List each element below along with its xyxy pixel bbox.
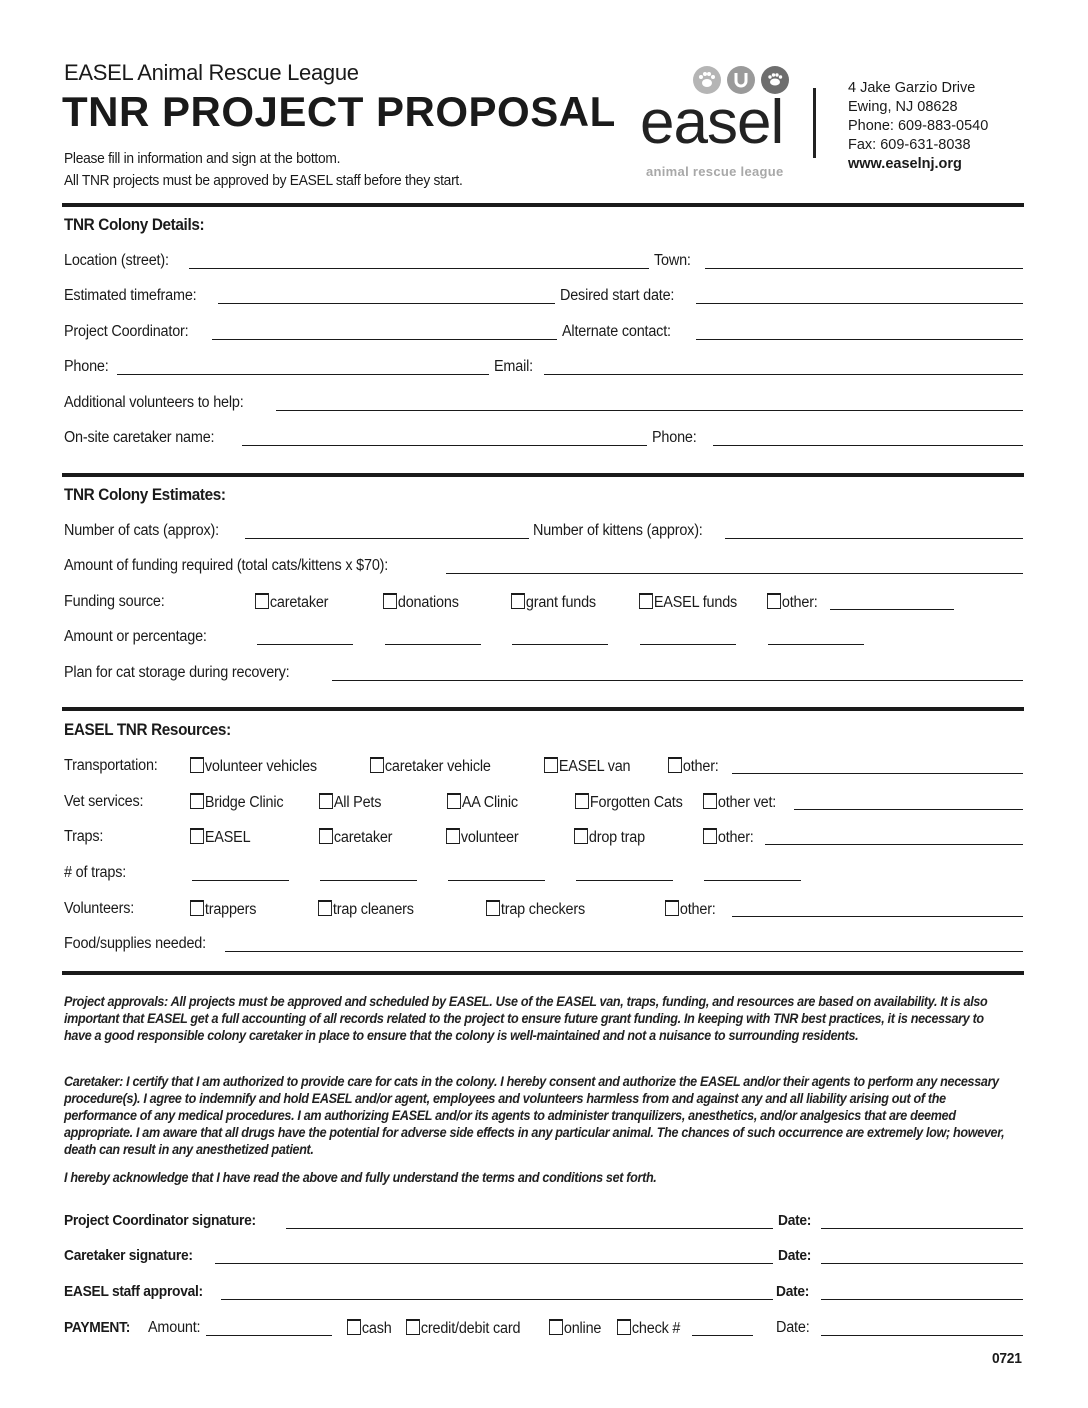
alternate-contact-field[interactable] <box>696 339 1023 340</box>
checkbox-icon[interactable] <box>383 593 397 609</box>
vet-aa-checkbox[interactable] <box>447 793 518 812</box>
checkbox-icon[interactable] <box>767 593 781 609</box>
approvals-label: Project approvals: <box>64 994 168 1009</box>
trap-other-field[interactable] <box>765 844 1023 845</box>
coordinator-field[interactable] <box>212 339 557 340</box>
option-label: EASEL <box>204 829 251 846</box>
funding-required-label: Amount of funding required (total cats/kittens x $70): <box>64 557 389 574</box>
amount-label: Amount: <box>148 1319 201 1336</box>
vol-other-checkbox[interactable] <box>665 900 716 919</box>
checkbox-icon[interactable] <box>639 593 653 609</box>
checkbox-icon[interactable] <box>544 757 558 773</box>
option-label: AA Clinic <box>461 794 518 811</box>
caretaker-signature-label: Caretaker signature: <box>64 1247 193 1264</box>
logo-wordmark: easel <box>640 88 784 157</box>
vet-allpets-checkbox[interactable] <box>319 793 381 812</box>
amount-easel-field[interactable] <box>640 644 736 645</box>
form-code: 0721 <box>992 1350 1022 1367</box>
checkbox-icon[interactable] <box>549 1319 563 1335</box>
payment-label: PAYMENT: <box>64 1319 131 1336</box>
option-label: EASEL van <box>558 758 631 775</box>
vet-other-checkbox[interactable] <box>703 793 776 812</box>
num-traps-volunteer-field[interactable] <box>448 880 545 881</box>
checkbox-icon[interactable] <box>511 593 525 609</box>
trap-volunteer-checkbox[interactable] <box>446 828 519 847</box>
caretaker-label: Caretaker: <box>64 1074 123 1089</box>
volunteers-label: Additional volunteers to help: <box>64 394 244 411</box>
address-line-2: Ewing, NJ 08628 <box>848 99 958 115</box>
payment-amount-field[interactable] <box>206 1335 332 1336</box>
section-heading-colony-details: TNR Colony Details: <box>64 215 205 234</box>
funding-required-field[interactable] <box>446 573 1023 574</box>
checkbox-icon[interactable] <box>190 793 204 809</box>
num-cats-field[interactable] <box>245 538 529 539</box>
checkbox-icon[interactable] <box>703 828 717 844</box>
option-label: drop trap <box>588 829 645 846</box>
option-label: caretaker vehicle <box>384 758 491 775</box>
storage-plan-label: Plan for cat storage during recovery: <box>64 664 290 681</box>
traps-label: Traps: <box>64 828 104 845</box>
town-label: Town: <box>654 252 691 269</box>
pay-check-checkbox[interactable] <box>617 1319 680 1338</box>
vol-checkers-checkbox[interactable] <box>486 900 585 919</box>
option-label: online <box>563 1320 602 1337</box>
num-traps-drop-field[interactable] <box>576 880 673 881</box>
coordinator-label: Project Coordinator: <box>64 323 189 340</box>
checkbox-icon[interactable] <box>447 793 461 809</box>
pay-card-checkbox[interactable] <box>406 1319 520 1338</box>
option-label: trap checkers <box>500 901 586 918</box>
logo-bar <box>813 88 816 158</box>
checkbox-icon[interactable] <box>347 1319 361 1335</box>
email-field[interactable] <box>544 374 1023 375</box>
checkbox-icon[interactable] <box>406 1319 420 1335</box>
option-label: Bridge Clinic <box>204 794 284 811</box>
alternate-contact-label: Alternate contact: <box>562 323 671 340</box>
num-kittens-label: Number of kittens (approx): <box>533 522 703 539</box>
staff-date-field[interactable] <box>821 1299 1023 1300</box>
storage-plan-field[interactable] <box>332 680 1023 681</box>
email-label: Email: <box>494 358 533 375</box>
option-label: other: <box>717 829 754 846</box>
section-divider <box>62 971 1024 975</box>
option-label: other vet: <box>717 794 777 811</box>
num-cats-label: Number of cats (approx): <box>64 522 219 539</box>
page-title: TNR PROJECT PROPOSAL <box>62 88 616 135</box>
contact-website[interactable]: www.easelnj.org <box>848 156 962 172</box>
coordinator-signature-label: Project Coordinator signature: <box>64 1212 256 1229</box>
option-label: caretaker <box>269 594 329 611</box>
checkbox-icon[interactable] <box>446 828 460 844</box>
trap-caretaker-checkbox[interactable] <box>319 828 392 847</box>
checkbox-icon[interactable] <box>190 900 204 916</box>
vet-label: Vet services: <box>64 793 144 810</box>
option-label: grant funds <box>525 594 596 611</box>
org-name: EASEL Animal Rescue League <box>64 60 359 85</box>
funding-easel-checkbox[interactable] <box>639 593 737 612</box>
vol-trappers-checkbox[interactable] <box>190 900 256 919</box>
caretaker-signature-field[interactable] <box>215 1263 773 1264</box>
contact-block <box>848 79 988 174</box>
checkbox-icon[interactable] <box>255 593 269 609</box>
amount-grant-field[interactable] <box>512 644 608 645</box>
section-divider <box>62 203 1024 207</box>
checkbox-icon[interactable] <box>319 793 333 809</box>
location-field[interactable] <box>189 268 649 269</box>
num-traps-caretaker-field[interactable] <box>320 880 417 881</box>
num-traps-other-field[interactable] <box>704 880 801 881</box>
option-label: trap cleaners <box>332 901 414 918</box>
caretaker-name-field[interactable] <box>242 445 647 446</box>
pay-online-checkbox[interactable] <box>549 1319 601 1338</box>
option-label: cash <box>361 1320 392 1337</box>
approvals-text: All projects must be approved and scheduled by EASEL. Use of the EASEL van, traps, funding, and resources are based on availability. It is also important that EASEL get a full accounting of all records related to the project to ensure future grant funding. In keeping with TNR best practices, it is necessary to have a good responsible colony caretaker in place to ensure that the colony is well-maintained and not a nuisance to surrounding residents. <box>64 994 988 1043</box>
funding-grant-checkbox[interactable] <box>511 593 596 612</box>
food-field[interactable] <box>225 951 1023 952</box>
section-heading-colony-estimates: TNR Colony Estimates: <box>64 485 226 504</box>
funding-source-label: Funding source: <box>64 593 165 610</box>
transport-other-checkbox[interactable] <box>668 757 719 776</box>
approvals-paragraph <box>64 993 1013 1044</box>
check-number-field[interactable] <box>692 1335 753 1336</box>
section-heading-resources: EASEL TNR Resources: <box>64 720 231 739</box>
pay-cash-checkbox[interactable] <box>347 1319 392 1338</box>
checkbox-icon[interactable] <box>617 1319 631 1335</box>
coordinator-signature-field[interactable] <box>286 1228 773 1229</box>
coordinator-date-field[interactable] <box>821 1228 1023 1229</box>
instruction-line-2: All TNR projects must be approved by EASEL staff before they start. <box>64 172 463 189</box>
date-label: Date: <box>776 1319 810 1336</box>
transport-volunteer-checkbox[interactable] <box>190 757 317 776</box>
caretaker-phone-field[interactable] <box>713 445 1023 446</box>
phone-label: Phone: <box>64 358 109 375</box>
option-label: check # <box>631 1320 681 1337</box>
option-label: volunteer <box>460 829 519 846</box>
trap-other-checkbox[interactable] <box>703 828 754 847</box>
transport-caretaker-checkbox[interactable] <box>370 757 491 776</box>
amount-donations-field[interactable] <box>385 644 481 645</box>
funding-other-field[interactable] <box>830 609 954 610</box>
phone-field[interactable] <box>117 374 489 375</box>
caretaker-name-label: On-site caretaker name: <box>64 429 215 446</box>
checkbox-icon[interactable] <box>703 793 717 809</box>
option-label: other: <box>682 758 719 775</box>
checkbox-icon[interactable] <box>668 757 682 773</box>
transport-other-field[interactable] <box>732 773 1023 774</box>
option-label: trappers <box>204 901 257 918</box>
logo-tagline: animal rescue league <box>646 164 784 179</box>
num-traps-label: # of traps: <box>64 864 127 881</box>
num-traps-easel-field[interactable] <box>192 880 289 881</box>
vol-other-field[interactable] <box>732 916 1023 917</box>
option-label: Forgotten Cats <box>589 794 683 811</box>
date-label: Date: <box>778 1247 812 1264</box>
checkbox-icon[interactable] <box>575 793 589 809</box>
acknowledge-text: I hereby acknowledge that I have read the above and fully understand the terms and conditions set forth. <box>64 1170 657 1185</box>
location-label: Location (street): <box>64 252 169 269</box>
section-divider <box>62 473 1024 477</box>
start-date-label: Desired start date: <box>560 287 675 304</box>
checkbox-icon[interactable] <box>190 757 204 773</box>
caretaker-date-field[interactable] <box>821 1263 1023 1264</box>
start-date-field[interactable] <box>696 303 1023 304</box>
vet-forgotten-checkbox[interactable] <box>575 793 683 812</box>
amount-caretaker-field[interactable] <box>257 644 353 645</box>
vet-bridge-checkbox[interactable] <box>190 793 283 812</box>
vet-other-field[interactable] <box>794 809 1023 810</box>
option-label: EASEL funds <box>653 594 738 611</box>
option-label: credit/debit card <box>420 1320 521 1337</box>
checkbox-icon[interactable] <box>665 900 679 916</box>
transport-van-checkbox[interactable] <box>544 757 630 776</box>
instruction-line-1: Please fill in information and sign at the bottom. <box>64 150 341 167</box>
volunteers-resource-label: Volunteers: <box>64 900 135 917</box>
option-label: donations <box>397 594 459 611</box>
staff-approval-label: EASEL staff approval: <box>64 1283 203 1300</box>
vol-cleaners-checkbox[interactable] <box>318 900 414 919</box>
trap-easel-checkbox[interactable] <box>190 828 250 847</box>
easel-logo <box>638 60 828 185</box>
timeframe-label: Estimated timeframe: <box>64 287 197 304</box>
staff-approval-field[interactable] <box>221 1299 773 1300</box>
section-divider <box>62 707 1024 711</box>
address-line-1: 4 Jake Garzio Drive <box>848 80 976 96</box>
checkbox-icon[interactable] <box>190 828 204 844</box>
caretaker-phone-label: Phone: <box>652 429 697 446</box>
checkbox-icon[interactable] <box>370 757 384 773</box>
amount-pct-label: Amount or percentage: <box>64 628 207 645</box>
option-label: other: <box>781 594 818 611</box>
funding-caretaker-checkbox[interactable] <box>255 593 328 612</box>
option-label: All Pets <box>333 794 382 811</box>
funding-donations-checkbox[interactable] <box>383 593 459 612</box>
caretaker-text: I certify that I am authorized to provide care for cats in the colony. I hereby consent and authorize the EASEL and/or their agents to perform any necessary procedure(s). I agree to indemnify and hold EASEL and/or agent, employees and volunteers harmless from and against any and all liability arising out of the performance of any medical procedures. I am authorizing EASEL and/or its agents to administer tranquilizers, anesthetics, and/or analgesics that are deemed appropriate. I am aware that all drugs have the potential for adverse side effects in any particular animal. The chances of such occurrence are extremely low; however, death can result in any anesthetized patient. <box>64 1074 1005 1157</box>
checkbox-icon[interactable] <box>486 900 500 916</box>
date-label: Date: <box>778 1212 812 1229</box>
num-kittens-field[interactable] <box>725 538 1023 539</box>
option-label: other: <box>679 901 716 918</box>
transportation-label: Transportation: <box>64 757 158 774</box>
trap-drop-checkbox[interactable] <box>574 828 645 847</box>
contact-fax: Fax: 609-631-8038 <box>848 137 971 153</box>
option-label: volunteer vehicles <box>204 758 317 775</box>
payment-date-field[interactable] <box>821 1335 1023 1336</box>
volunteers-field[interactable] <box>276 410 1023 411</box>
date-label: Date: <box>776 1283 810 1300</box>
checkbox-icon[interactable] <box>319 828 333 844</box>
timeframe-field[interactable] <box>218 303 555 304</box>
checkbox-icon[interactable] <box>318 900 332 916</box>
food-label: Food/supplies needed: <box>64 935 206 952</box>
option-label: caretaker <box>333 829 393 846</box>
contact-phone: Phone: 609-883-0540 <box>848 118 989 134</box>
checkbox-icon[interactable] <box>574 828 588 844</box>
funding-other-checkbox[interactable] <box>767 593 818 612</box>
caretaker-paragraph <box>64 1073 1013 1158</box>
amount-other-field[interactable] <box>768 644 864 645</box>
town-field[interactable] <box>705 268 1023 269</box>
